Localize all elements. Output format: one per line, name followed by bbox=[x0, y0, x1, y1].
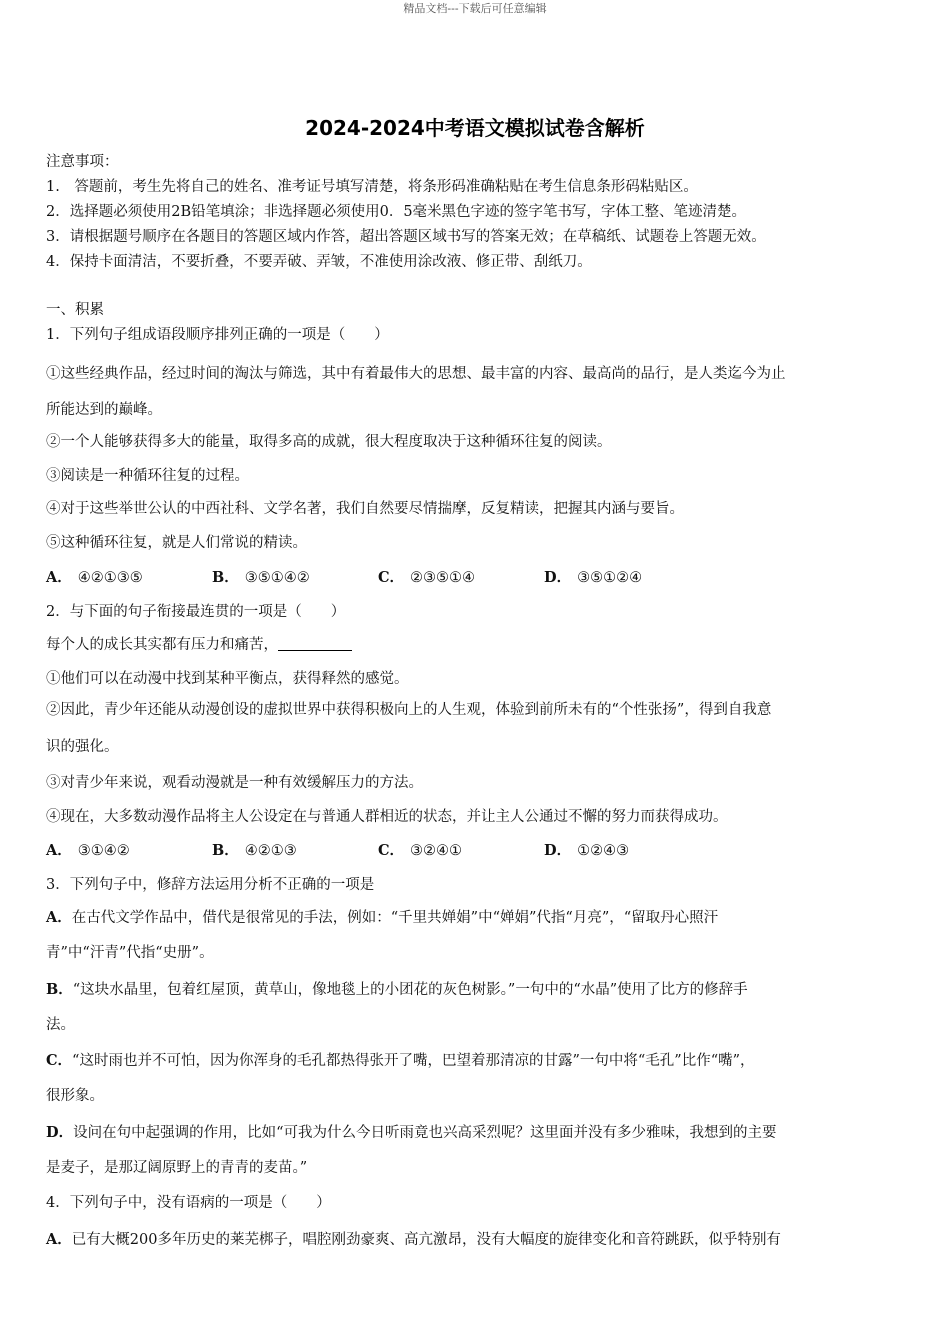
q2-option-a[interactable]: A． ③①④② bbox=[46, 842, 130, 859]
q1-sentence-3: ③阅读是一种循环往复的过程。 bbox=[46, 467, 249, 484]
q1-options bbox=[46, 561, 908, 596]
q3-stem: 3．下列句子中，修辞方法运用分析不正确的一项是 bbox=[46, 877, 375, 893]
q3-option-c-line1[interactable]: C．“这时雨也并不可怕，因为你浑身的毛孔都热得张开了嘴，巴望着那清凉的甘露”一句中将“毛孔”比作“嘴”， bbox=[46, 1052, 755, 1070]
q3-option-b-line1[interactable]: B．“这块水晶里，包着红屋顶，黄草山，像地毯上的小团花的灰色树影。”一句中的“水晶”使用了比方的修辞手 bbox=[46, 980, 748, 998]
q4-stem: 4．下列句子中，没有语病的一项是（ ） bbox=[46, 1195, 331, 1212]
q2-sentence-4: ④现在，大多数动漫作品将主人公设定在与普通人群相近的状态，并让主人公通过不懈的努力而获得成功。 bbox=[46, 809, 728, 825]
q4-option-a-line1[interactable]: A．已有大概200多年历史的莱芜梆子，唱腔刚劲豪爽、高亢激昂，没有大幅度的旋律变化和音符跳跃，似乎特别有 bbox=[46, 1230, 781, 1248]
q2-sentence-2b: 识的强化。 bbox=[46, 739, 119, 755]
q1-stem: 1．下列句子组成语段顺序排列正确的一项是（ ） bbox=[46, 327, 389, 343]
q3-options-block bbox=[46, 900, 908, 1258]
q1-sentence-5: ⑤这种循环往复，就是人们常说的精读。 bbox=[46, 535, 307, 552]
notice-heading: 注意事项： bbox=[46, 154, 119, 170]
q1-sentence-4: ④对于这些举世公认的中西社科、文学名著，我们自然要尽情揣摩，反复精读，把握其内涵与要旨。 bbox=[46, 501, 684, 518]
q2-options bbox=[46, 834, 908, 868]
q2-sentence-1: ①他们可以在动漫中找到某种平衡点，获得释然的感觉。 bbox=[46, 670, 409, 687]
q3-option-a-line2: 青”中“汗青”代指“史册”。 bbox=[46, 945, 214, 962]
q3-option-c-line2: 很形象。 bbox=[46, 1088, 104, 1105]
notice-block bbox=[46, 150, 908, 275]
page-title: 2024-2024中考语文模拟试卷含解析 bbox=[305, 116, 645, 140]
q1-option-c[interactable]: C． ②③⑤①④ bbox=[378, 568, 476, 586]
q3-option-d-line2: 是麦子，是那辽阔原野上的青青的麦苗。” bbox=[46, 1160, 308, 1177]
q3-option-a-line1[interactable]: A．在古代文学作品中，借代是很常见的手法，例如：“千里共婵娟”中“婵娟”代指“月亮”，“留取丹心照汗 bbox=[46, 909, 719, 926]
notice-item-1: 1. 答题前，考生先将自己的姓名、准考证号填写清楚，将条形码准确粘贴在考生信息条形码粘贴区。 bbox=[46, 179, 698, 195]
notice-item-4: 4．保持卡面清洁，不要折叠，不要弄破、弄皱，不准使用涂改液、修正带、刮纸刀。 bbox=[46, 254, 592, 270]
q2-option-d[interactable]: D． ①②④③ bbox=[544, 842, 630, 859]
q1-sentence-1a: ①这些经典作品，经过时间的淘汰与筛选，其中有着最伟大的思想、最丰富的内容、最高尚的品行，是人类迄今为止 bbox=[46, 366, 786, 382]
q1-sentences bbox=[46, 356, 908, 428]
q1-option-a[interactable]: A． ④②①③⑤ bbox=[46, 568, 143, 586]
q1-option-b[interactable]: B． ③⑤①④② bbox=[212, 568, 310, 586]
q2-lead: 每个人的成长其实都有压力和痛苦， bbox=[46, 629, 908, 663]
q2-sentence-2-block bbox=[46, 692, 908, 766]
q2-stem: 2．与下面的句子衔接最连贯的一项是（ ） bbox=[46, 603, 346, 620]
q1-sentence-2: ②一个人能够获得多大的能量，取得多高的成就，很大程度取决于这种循环往复的阅读。 bbox=[46, 434, 612, 450]
q3-option-d-line1[interactable]: D．设问在句中起强调的作用，比如“可我为什么今日听雨竟也兴高采烈呢？这里面并没有多少雅味，我想到的主要 bbox=[46, 1123, 777, 1141]
section-heading: 一、积累 bbox=[46, 302, 104, 318]
q1-sentences-2 bbox=[46, 426, 908, 697]
header-note: 精品文档---下载后可任意编辑 bbox=[403, 2, 547, 15]
section-accumulation bbox=[46, 298, 908, 348]
q2-sentence-2a: ②因此，青少年还能从动漫创设的虚拟世界中获得积极向上的人生观，体验到前所未有的“个性张扬”，得到自我意 bbox=[46, 702, 772, 718]
q2-sentence-3: ③对青少年来说，观看动漫就是一种有效缓解压力的方法。 bbox=[46, 775, 423, 791]
q1-sentence-1b: 所能达到的巅峰。 bbox=[46, 402, 162, 418]
notice-item-2: 2．选择题必须使用2B铅笔填涂；非选择题必须使用0．5毫米黑色字迹的签字笔书写，字体工整、笔迹清楚。 bbox=[46, 204, 747, 220]
q3-option-b-line2: 法。 bbox=[46, 1016, 75, 1033]
q2-option-b[interactable]: B． ④②①③ bbox=[212, 842, 297, 859]
q1-option-d[interactable]: D． ③⑤①②④ bbox=[544, 568, 643, 586]
answer-blank[interactable] bbox=[278, 634, 352, 651]
q2-rest bbox=[46, 766, 908, 902]
q2-option-c[interactable]: C． ③②④① bbox=[378, 842, 463, 859]
notice-item-3: 3．请根据题号顺序在各题目的答题区域内作答，超出答题区域书写的答案无效；在草稿纸、试题卷上答题无效。 bbox=[46, 229, 766, 245]
